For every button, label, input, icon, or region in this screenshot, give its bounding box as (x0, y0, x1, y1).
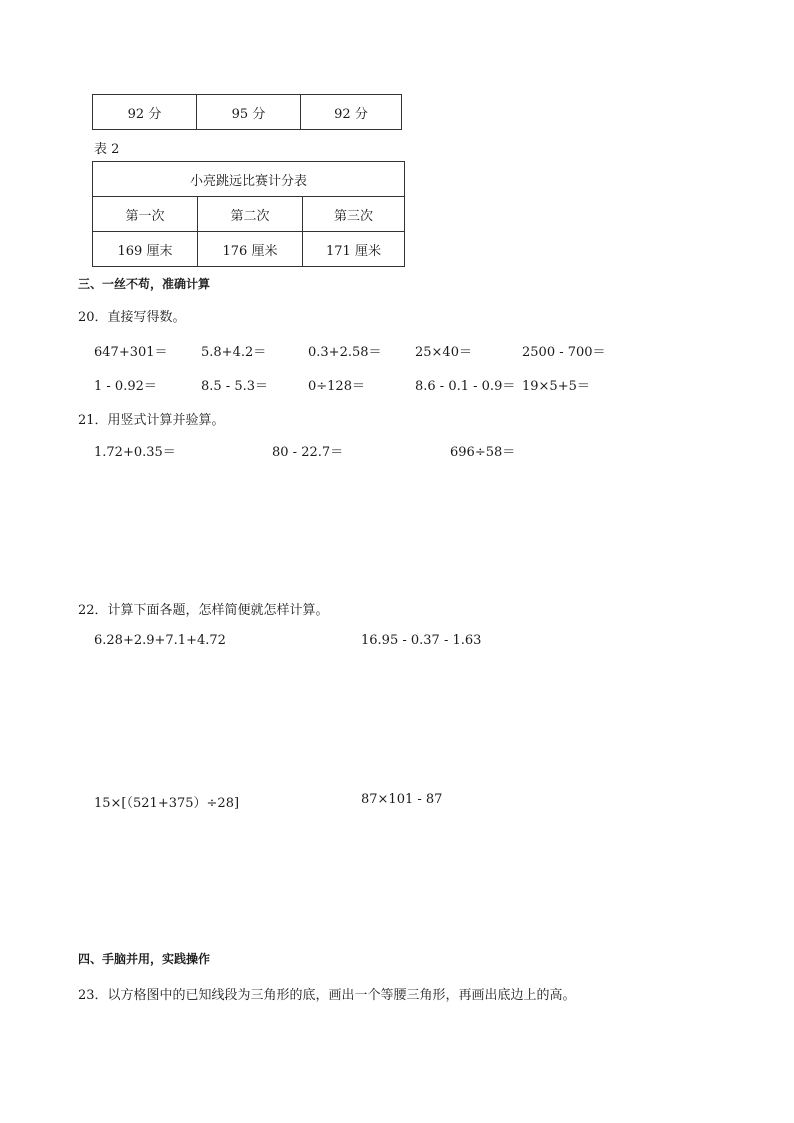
q20-item: 5.8+4.2＝ (201, 345, 267, 360)
table2-value: 176 厘米 (198, 232, 303, 267)
q21-title: 21．用竖式计算并验算。 (78, 413, 225, 428)
q20-item: 0÷128＝ (308, 379, 365, 394)
q21-item: 696÷58＝ (450, 445, 516, 460)
table1-cell: 92 分 (93, 95, 197, 130)
q20-item: 8.5 - 5.3＝ (201, 379, 269, 394)
q20-item: 25×40＝ (415, 345, 472, 360)
table2-header: 第二次 (198, 197, 303, 232)
q22-item: 6.28+2.9+7.1+4.72 (94, 633, 226, 648)
q20-item: 19×5+5＝ (522, 379, 590, 394)
table1-cell: 92 分 (301, 95, 402, 130)
q20-item: 8.6 - 0.1 - 0.9＝ (415, 379, 516, 394)
q20-item: 1 - 0.92＝ (94, 379, 157, 394)
q20-item: 0.3+2.58＝ (308, 345, 382, 360)
q21-item: 80 - 22.7＝ (272, 445, 344, 460)
table2-header: 第三次 (303, 197, 405, 232)
q22-item: 16.95 - 0.37 - 1.63 (361, 633, 482, 648)
table2-value: 169 厘末 (93, 232, 198, 267)
q20-title: 20．直接写得数。 (78, 310, 186, 325)
score-table-2 (92, 161, 405, 267)
q23-title: 23．以方格图中的已知线段为三角形的底，画出一个等腰三角形，再画出底边上的高。 (78, 988, 576, 1003)
section3-title: 三、一丝不苟，准确计算 (78, 277, 211, 291)
table1-cell: 95 分 (197, 95, 301, 130)
q20-item: 2500 - 700＝ (522, 345, 606, 360)
q21-item: 1.72+0.35＝ (94, 445, 176, 460)
q22-item: 87×101 - 87 (361, 792, 443, 807)
q20-item: 647+301＝ (94, 345, 168, 360)
table2-title: 小亮跳远比赛计分表 (93, 162, 405, 197)
score-table-1 (92, 94, 402, 130)
section4-title: 四、手脑并用，实践操作 (78, 952, 211, 966)
table2-value: 171 厘米 (303, 232, 405, 267)
q22-title: 22．计算下面各题，怎样简便就怎样计算。 (78, 603, 329, 618)
table2-header: 第一次 (93, 197, 198, 232)
q22-item: 15×[（521+375）÷28] (94, 796, 240, 811)
table2-label: 表 2 (94, 142, 120, 157)
